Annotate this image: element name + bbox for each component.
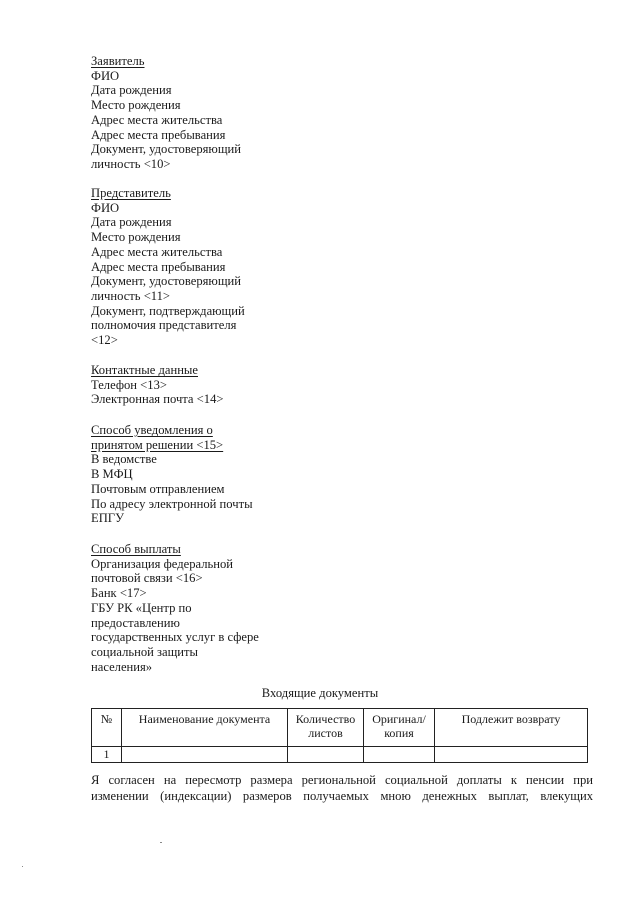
notification-epgu: ЕПГУ (91, 511, 124, 526)
payment-bank: Банк <17> (91, 586, 147, 601)
notification-title: Способ уведомления о (91, 423, 213, 437)
applicant-residence-address: Адрес места жительства (91, 112, 223, 127)
contacts-phone: Телефон <13> (91, 377, 167, 392)
col-original-header-line1: Оригинал/ (372, 712, 426, 726)
applicant-birth-date: Дата рождения (91, 83, 172, 98)
scan-speck (22, 866, 23, 867)
payment-title: Способ выплаты (91, 542, 181, 556)
representative-residence-address: Адрес места жительства (91, 244, 223, 259)
representative-birth-date: Дата рождения (91, 215, 172, 230)
row-name-cell (122, 747, 288, 763)
applicant-title: Заявитель (91, 54, 145, 68)
notification-agency: В ведомстве (91, 452, 157, 467)
row-original-cell (364, 747, 435, 763)
representative-id-document: Документ, удостоверяющий (91, 274, 241, 289)
payment-post-org-cont: почтовой связи <16> (91, 571, 203, 586)
consent-line-2: изменении (индексации) размеров получаемых мною денежных выплат, влекущих (91, 789, 593, 803)
representative-title: Представитель (91, 186, 171, 200)
row-return-cell (435, 747, 588, 763)
col-number-header: № (92, 709, 122, 747)
contacts-email: Электронная почта <14> (91, 392, 224, 407)
col-count-header (288, 709, 364, 747)
applicant-id-document: Документ, удостоверяющий (91, 142, 241, 157)
payment-center-cont-3: социальной защиты (91, 644, 198, 659)
payment-center-cont-4: населения» (91, 659, 153, 674)
applicant-birth-place: Место рождения (91, 98, 181, 113)
notification-mfc: В МФЦ (91, 467, 133, 482)
contacts-section (91, 363, 223, 407)
col-return-header: Подлежит возврату (435, 709, 588, 747)
scan-speck (160, 842, 162, 843)
row-count-cell (288, 747, 364, 763)
notification-post: Почтовым отправлением (91, 481, 225, 496)
consent-line-1: Я согласен на пересмотр размера региональной социальной доплаты к пенсии при (91, 773, 593, 787)
notification-email: По адресу электронной почты (91, 496, 253, 511)
payment-center: ГБУ РК «Центр по (91, 600, 192, 615)
payment-center-cont-1: предоставлению (91, 615, 180, 630)
row-number-cell: 1 (92, 747, 122, 763)
notification-section (91, 423, 253, 526)
incoming-documents-heading: Входящие документы (261, 686, 379, 700)
col-original-header (364, 709, 435, 747)
representative-authority-document: Документ, подтверждающий (91, 303, 245, 318)
payment-center-cont-2: государственных услуг в сфере (91, 630, 259, 645)
payment-post-org: Организация федеральной (91, 556, 233, 571)
applicant-section (91, 54, 241, 172)
representative-stay-address: Адрес места пребывания (91, 259, 226, 274)
applicant-fio: ФИО (91, 68, 120, 83)
incoming-documents-table (91, 708, 588, 763)
col-count-header-line2: листов (308, 726, 343, 740)
col-original-header-line2: копия (384, 726, 414, 740)
contacts-title: Контактные данные (91, 363, 198, 377)
notification-title-cont: принятом решении <15> (91, 437, 224, 452)
representative-birth-place: Место рождения (91, 230, 181, 245)
consent-paragraph (91, 772, 593, 804)
col-name-header: Наименование документа (122, 709, 288, 747)
representative-id-document-cont: личность <11> (91, 288, 171, 303)
applicant-id-document-cont: личность <10> (91, 156, 171, 171)
representative-authority-document-cont: полномочия представителя (91, 318, 237, 333)
applicant-stay-address: Адрес места пребывания (91, 127, 226, 142)
representative-authority-footnote: <12> (91, 333, 118, 348)
representative-fio: ФИО (91, 200, 120, 215)
col-count-header-line1: Количество (295, 712, 356, 726)
table-header-row (92, 709, 588, 747)
representative-section (91, 186, 245, 348)
payment-section (91, 542, 259, 674)
table-row (92, 747, 588, 763)
